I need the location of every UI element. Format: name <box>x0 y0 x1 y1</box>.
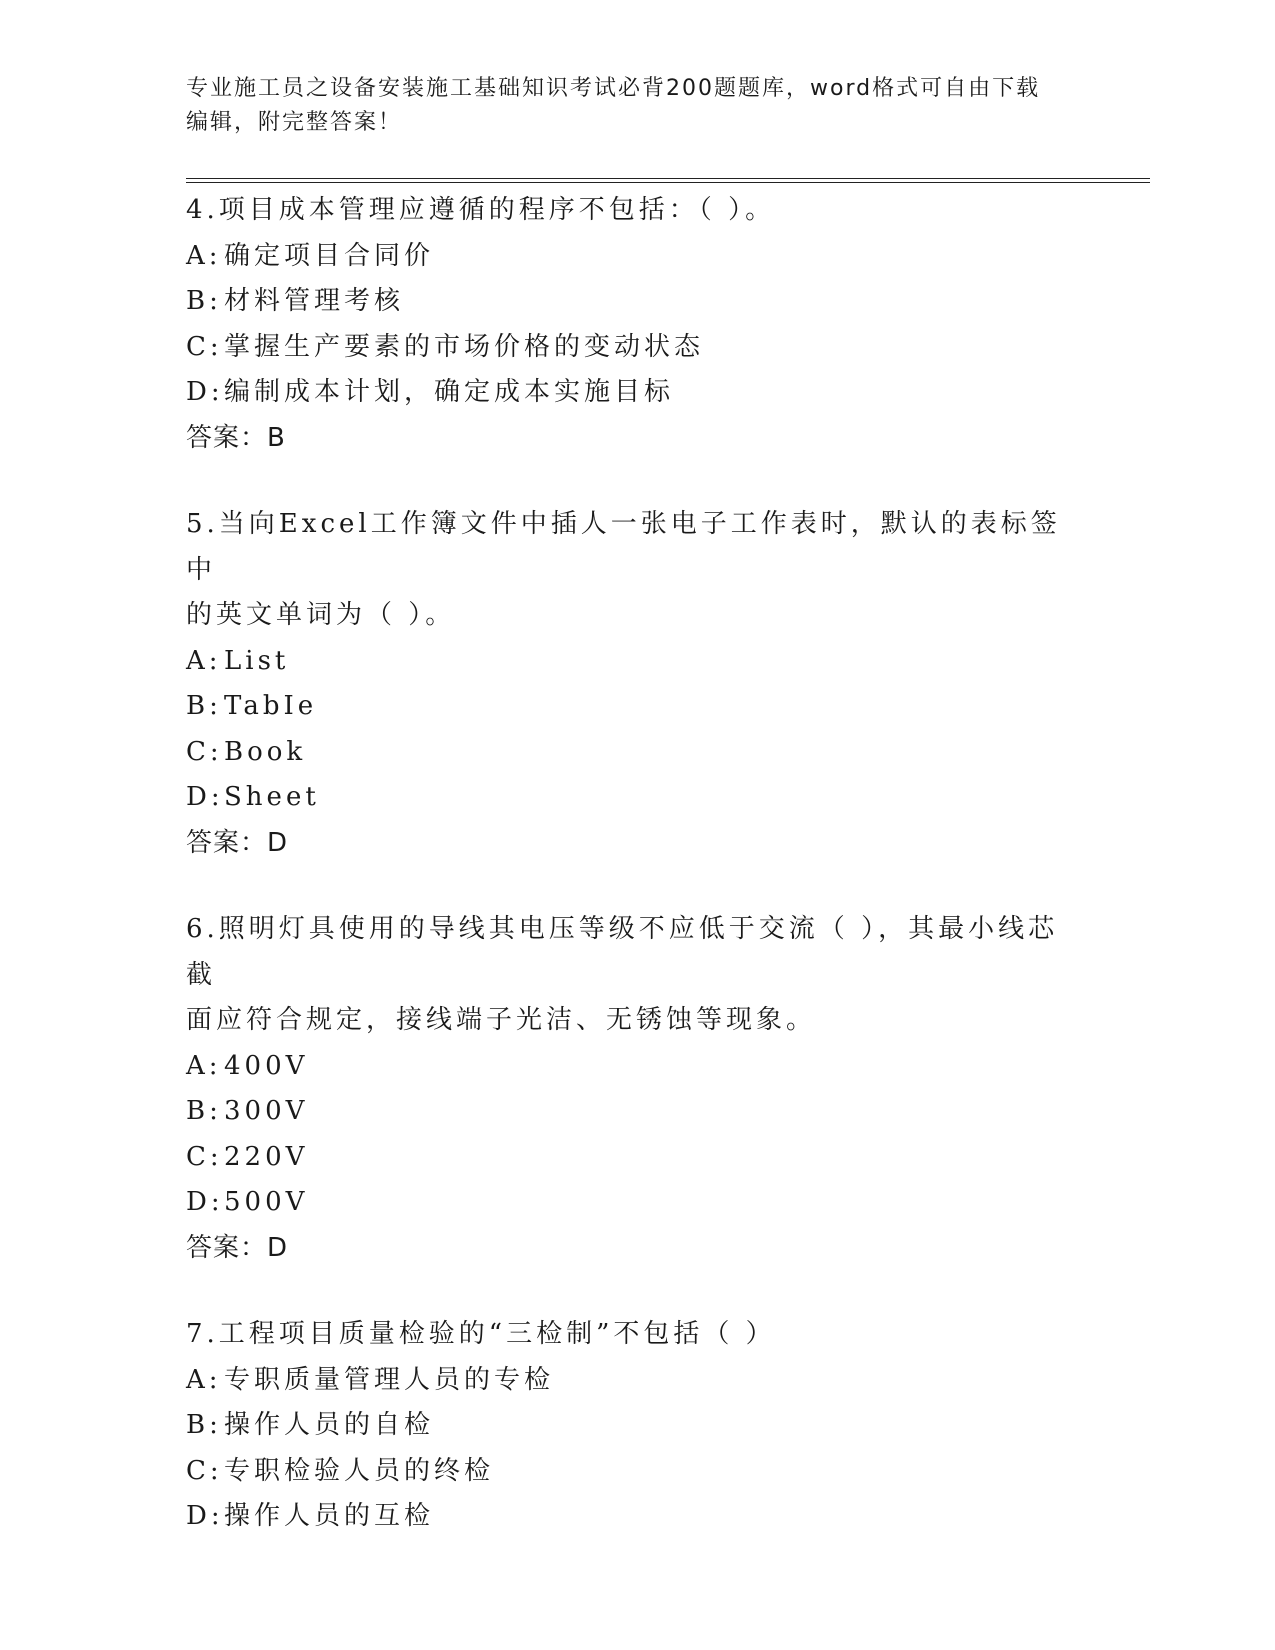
question-stem-line-2: 面应符合规定，接线端子光洁、无锈蚀等现象。 <box>186 1005 817 1035</box>
option-letter: B: <box>186 286 222 316</box>
option-letter: B: <box>186 1410 222 1440</box>
question-stem-line-1: 5.当向Excel工作簿文件中插人一张电子工作表时，默认的表标签中 <box>186 509 1061 585</box>
option-text: 400V <box>224 1050 309 1081</box>
option-letter: D: <box>186 1501 224 1531</box>
option-letter: C: <box>186 331 223 362</box>
option-text: 300V <box>224 1096 309 1126</box>
option-text: 确定项目合同价 <box>224 240 435 271</box>
option-letter: A: <box>186 1050 222 1081</box>
option-letter: C: <box>186 736 223 767</box>
option-letter: C: <box>186 1141 223 1172</box>
question-item <box>186 188 1086 461</box>
option-text: 编制成本计划，确定成本实施目标 <box>224 377 675 407</box>
option-a <box>186 1044 1086 1090</box>
option-letter: B: <box>186 1096 222 1126</box>
option-c <box>186 1135 1086 1181</box>
option-d <box>186 370 1086 416</box>
header-title-line-1: 专业施工员之设备安装施工基础知识考试必背200题题库，word格式可自由下载 <box>186 76 1041 101</box>
header-title-line-2: 编辑，附完整答案！ <box>186 110 403 135</box>
option-text: TabIe <box>224 691 318 721</box>
option-c <box>186 730 1086 776</box>
question-stem: 7.工程项目质量检验的“三检制”不包括（ ） <box>186 1319 776 1349</box>
option-text: 操作人员的自检 <box>224 1410 435 1440</box>
option-a <box>186 1358 1086 1404</box>
question-item <box>186 502 1086 866</box>
option-letter: B: <box>186 691 222 721</box>
option-text: List <box>224 645 290 676</box>
option-b <box>186 684 1086 730</box>
option-b <box>186 279 1086 325</box>
option-text: 掌握生产要素的市场价格的变动状态 <box>224 331 705 362</box>
answer-line: 答案：B <box>186 422 286 453</box>
question-stem: 4.项目成本管理应遵循的程序不包括：（ ）。 <box>186 195 776 225</box>
answer-line: 答案：D <box>186 827 289 858</box>
option-letter: A: <box>186 1364 222 1395</box>
option-letter: D: <box>186 377 224 407</box>
option-c <box>186 1449 1086 1495</box>
option-d <box>186 775 1086 821</box>
option-text: 500V <box>224 1187 309 1217</box>
option-d <box>186 1180 1086 1226</box>
document-header <box>186 72 1086 140</box>
option-text: Sheet <box>224 782 320 812</box>
option-text: 220V <box>224 1141 309 1172</box>
header-divider-top <box>186 178 1150 179</box>
option-letter: D: <box>186 1187 224 1217</box>
option-b <box>186 1403 1086 1449</box>
header-divider-bottom <box>186 182 1150 183</box>
answer-line: 答案：D <box>186 1232 289 1263</box>
option-letter: C: <box>186 1455 223 1486</box>
question-stem-line-1: 6.照明灯具使用的导线其电压等级不应低于交流（ ），其最小线芯截 <box>186 914 1059 990</box>
question-list <box>186 188 1086 1581</box>
option-letter: D: <box>186 782 224 812</box>
question-item <box>186 907 1086 1271</box>
option-text: Book <box>224 736 307 767</box>
question-item <box>186 1312 1086 1540</box>
option-a <box>186 639 1086 685</box>
option-letter: A: <box>186 240 222 271</box>
option-letter: A: <box>186 645 222 676</box>
option-a <box>186 234 1086 280</box>
option-text: 专职质量管理人员的专检 <box>224 1364 555 1395</box>
option-d <box>186 1494 1086 1540</box>
option-text: 材料管理考核 <box>224 286 405 316</box>
option-b <box>186 1089 1086 1135</box>
option-text: 专职检验人员的终检 <box>224 1455 495 1486</box>
option-c <box>186 325 1086 371</box>
question-stem-line-2: 的英文单词为（ ）。 <box>186 600 456 630</box>
option-text: 操作人员的互检 <box>224 1501 435 1531</box>
